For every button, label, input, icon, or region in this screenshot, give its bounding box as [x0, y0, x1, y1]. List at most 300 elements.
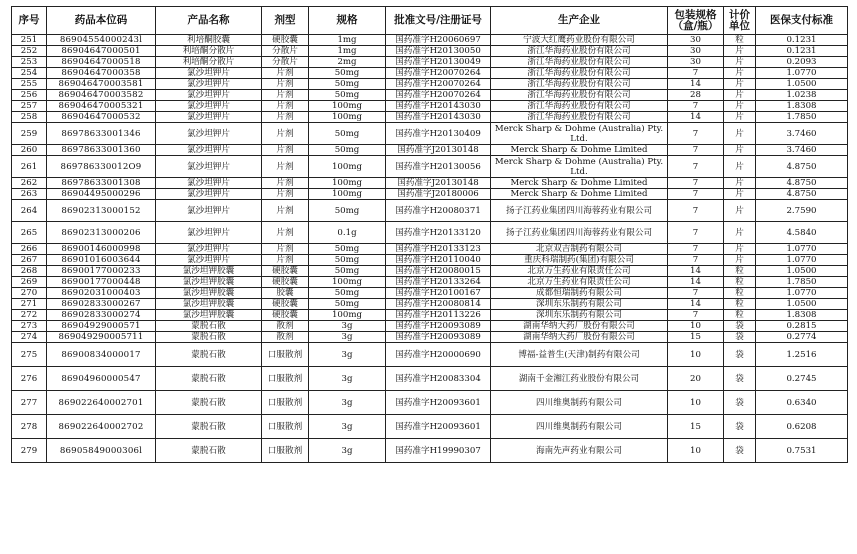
cell-approval-number: 国药准字H20130049 [386, 57, 491, 68]
cell-insurance-standard: 4.8750 [756, 189, 848, 200]
cell-manufacturer: 成都恒瑞制药有限公司 [491, 288, 668, 299]
cell-insurance-standard: 0.7531 [756, 439, 848, 463]
cell-dosage-form: 片剂 [262, 123, 309, 145]
table-row [12, 321, 848, 332]
cell-specification: 3g [309, 343, 386, 367]
cell-package-spec: 14 [668, 266, 724, 277]
cell-insurance-standard: 0.2745 [756, 367, 848, 391]
table-row [12, 57, 848, 68]
cell-product-name: 利培酮分散片 [156, 57, 262, 68]
cell-product-name: 氯沙坦钾片 [156, 90, 262, 101]
cell-index: 279 [12, 439, 47, 463]
cell-manufacturer: 浙江华海药业股份有限公司 [491, 68, 668, 79]
table-row [12, 145, 848, 156]
table-row [12, 101, 848, 112]
header-dosage-form: 剂型 [262, 7, 309, 35]
cell-drug-code: 86904647000501 [47, 46, 156, 57]
cell-pricing-unit: 袋 [724, 343, 756, 367]
cell-package-spec: 7 [668, 178, 724, 189]
cell-specification: 50mg [309, 200, 386, 222]
cell-product-name: 氯沙坦钾片 [156, 189, 262, 200]
cell-pricing-unit: 片 [724, 90, 756, 101]
cell-package-spec: 7 [668, 222, 724, 244]
cell-manufacturer: 浙江华海药业股份有限公司 [491, 79, 668, 90]
cell-drug-code: 86900146000998 [47, 244, 156, 255]
cell-specification: 3g [309, 415, 386, 439]
cell-specification: 3g [309, 332, 386, 343]
cell-pricing-unit: 片 [724, 101, 756, 112]
cell-manufacturer: 浙江华海药业股份有限公司 [491, 46, 668, 57]
cell-index: 265 [12, 222, 47, 244]
cell-specification: 50mg [309, 299, 386, 310]
cell-index: 268 [12, 266, 47, 277]
cell-pricing-unit: 片 [724, 57, 756, 68]
table-row [12, 68, 848, 79]
cell-index: 262 [12, 178, 47, 189]
cell-dosage-form: 片剂 [262, 112, 309, 123]
cell-dosage-form: 片剂 [262, 68, 309, 79]
cell-insurance-standard: 4.8750 [756, 156, 848, 178]
cell-approval-number: 国药准字J20130148 [386, 145, 491, 156]
cell-product-name: 蒙脱石散 [156, 367, 262, 391]
cell-dosage-form: 片剂 [262, 156, 309, 178]
cell-dosage-form: 分散片 [262, 46, 309, 57]
cell-package-spec: 7 [668, 156, 724, 178]
cell-package-spec: 7 [668, 288, 724, 299]
cell-manufacturer: 四川维奥制药有限公司 [491, 391, 668, 415]
cell-product-name: 氯沙坦钾片 [156, 200, 262, 222]
cell-product-name: 氯沙坦钾片 [156, 112, 262, 123]
cell-package-spec: 15 [668, 332, 724, 343]
cell-approval-number: 国药准字H20000690 [386, 343, 491, 367]
cell-dosage-form: 片剂 [262, 222, 309, 244]
cell-manufacturer: 重庆科瑞制药(集团)有限公司 [491, 255, 668, 266]
cell-drug-code: 869046470003582 [47, 90, 156, 101]
cell-approval-number: 国药准字J20180006 [386, 189, 491, 200]
cell-specification: 50mg [309, 145, 386, 156]
cell-dosage-form: 硬胶囊 [262, 35, 309, 46]
cell-package-spec: 7 [668, 123, 724, 145]
cell-insurance-standard: 3.7460 [756, 123, 848, 145]
cell-specification: 3g [309, 367, 386, 391]
cell-package-spec: 7 [668, 200, 724, 222]
cell-dosage-form: 片剂 [262, 79, 309, 90]
cell-specification: 50mg [309, 288, 386, 299]
header-package-spec: 包装规格（盒/瓶） [668, 7, 724, 35]
cell-approval-number: 国药准字H20130050 [386, 46, 491, 57]
cell-insurance-standard: 1.0500 [756, 299, 848, 310]
cell-pricing-unit: 粒 [724, 35, 756, 46]
cell-insurance-standard: 0.6208 [756, 415, 848, 439]
cell-drug-code: 869786330012O9 [47, 156, 156, 178]
cell-approval-number: 国药准字H20110040 [386, 255, 491, 266]
cell-drug-code: 86904647000358 [47, 68, 156, 79]
cell-insurance-standard: 0.1231 [756, 46, 848, 57]
cell-product-name: 蒙脱石散 [156, 332, 262, 343]
cell-approval-number: 国药准字H19990307 [386, 439, 491, 463]
cell-specification: 3g [309, 321, 386, 332]
cell-dosage-form: 分散片 [262, 57, 309, 68]
cell-product-name: 氯沙坦钾片 [156, 145, 262, 156]
cell-pricing-unit: 袋 [724, 332, 756, 343]
cell-product-name: 蒙脱石散 [156, 391, 262, 415]
cell-drug-code: 86901016003644 [47, 255, 156, 266]
cell-package-spec: 14 [668, 299, 724, 310]
cell-package-spec: 10 [668, 343, 724, 367]
header-approval-number: 批准文号/注册证号 [386, 7, 491, 35]
cell-approval-number: 国药准字H20080371 [386, 200, 491, 222]
cell-specification: 3g [309, 439, 386, 463]
cell-drug-code: 86900834000017 [47, 343, 156, 367]
cell-manufacturer: 深圳东乐制药有限公司 [491, 299, 668, 310]
cell-specification: 50mg [309, 266, 386, 277]
cell-drug-code: 86904554000243l [47, 35, 156, 46]
cell-index: 263 [12, 189, 47, 200]
cell-index: 277 [12, 391, 47, 415]
cell-dosage-form: 胶囊 [262, 288, 309, 299]
cell-index: 269 [12, 277, 47, 288]
cell-specification: 50mg [309, 79, 386, 90]
cell-package-spec: 7 [668, 244, 724, 255]
cell-index: 267 [12, 255, 47, 266]
cell-insurance-standard: 0.2815 [756, 321, 848, 332]
cell-insurance-standard: 1.0770 [756, 68, 848, 79]
table-body [12, 35, 848, 463]
cell-approval-number: 国药准字H20080814 [386, 299, 491, 310]
cell-approval-number: 国药准字H20070264 [386, 90, 491, 101]
cell-drug-code: 86904960000547 [47, 367, 156, 391]
cell-index: 272 [12, 310, 47, 321]
cell-approval-number: 国药准字H20133120 [386, 222, 491, 244]
cell-product-name: 氯沙坦钾片 [156, 255, 262, 266]
cell-pricing-unit: 袋 [724, 321, 756, 332]
cell-specification: 100mg [309, 156, 386, 178]
cell-drug-code: 86905849000306l [47, 439, 156, 463]
cell-dosage-form: 片剂 [262, 244, 309, 255]
cell-pricing-unit: 片 [724, 255, 756, 266]
cell-approval-number: 国药准字H20093089 [386, 321, 491, 332]
table-row [12, 310, 848, 321]
cell-insurance-standard: 2.7590 [756, 200, 848, 222]
table-row [12, 439, 848, 463]
table-row [12, 299, 848, 310]
cell-package-spec: 7 [668, 68, 724, 79]
cell-package-spec: 10 [668, 439, 724, 463]
cell-approval-number: 国药准字H20093089 [386, 332, 491, 343]
cell-dosage-form: 片剂 [262, 255, 309, 266]
cell-insurance-standard: 1.7850 [756, 112, 848, 123]
cell-insurance-standard: 1.0770 [756, 244, 848, 255]
cell-package-spec: 10 [668, 321, 724, 332]
table-row [12, 266, 848, 277]
drug-price-table [11, 6, 848, 463]
cell-pricing-unit: 片 [724, 244, 756, 255]
cell-insurance-standard: 4.5840 [756, 222, 848, 244]
table-row [12, 112, 848, 123]
cell-specification: 1mg [309, 35, 386, 46]
cell-manufacturer: 湖南华纳大药厂股份有限公司 [491, 321, 668, 332]
cell-package-spec: 14 [668, 277, 724, 288]
header-manufacturer: 生产企业 [491, 7, 668, 35]
cell-drug-code: 86902833000274 [47, 310, 156, 321]
cell-manufacturer: 扬子江药业集团四川海蓉药业有限公司 [491, 200, 668, 222]
cell-specification: 100mg [309, 112, 386, 123]
cell-insurance-standard: 0.2774 [756, 332, 848, 343]
cell-index: 252 [12, 46, 47, 57]
cell-product-name: 蒙脱石散 [156, 415, 262, 439]
cell-dosage-form: 硬胶囊 [262, 277, 309, 288]
cell-drug-code: 86902031000403 [47, 288, 156, 299]
cell-product-name: 氯沙坦钾胶囊 [156, 299, 262, 310]
header-specification: 规格 [309, 7, 386, 35]
cell-package-spec: 7 [668, 310, 724, 321]
cell-product-name: 氯沙坦钾胶囊 [156, 266, 262, 277]
cell-product-name: 氯沙坦钾片 [156, 244, 262, 255]
cell-pricing-unit: 片 [724, 68, 756, 79]
table-row [12, 332, 848, 343]
cell-approval-number: 国药准字H20130056 [386, 156, 491, 178]
table-row [12, 189, 848, 200]
cell-drug-code: 86904647000532 [47, 112, 156, 123]
cell-index: 259 [12, 123, 47, 145]
cell-insurance-standard: 1.0770 [756, 255, 848, 266]
cell-manufacturer: 湖南华纳大药厂股份有限公司 [491, 332, 668, 343]
cell-dosage-form: 片剂 [262, 178, 309, 189]
cell-dosage-form: 片剂 [262, 189, 309, 200]
cell-insurance-standard: 1.8308 [756, 101, 848, 112]
cell-drug-code: 869049290005711 [47, 332, 156, 343]
cell-product-name: 氯沙坦钾片 [156, 68, 262, 79]
cell-drug-code: 869022640002701 [47, 391, 156, 415]
cell-insurance-standard: 3.7460 [756, 145, 848, 156]
cell-drug-code: 86902313000152 [47, 200, 156, 222]
cell-pricing-unit: 片 [724, 46, 756, 57]
table-row [12, 156, 848, 178]
cell-manufacturer: 浙江华海药业股份有限公司 [491, 57, 668, 68]
cell-manufacturer: 博福-益普生(天津)制药有限公司 [491, 343, 668, 367]
cell-approval-number: 国药准字H20060697 [386, 35, 491, 46]
cell-package-spec: 14 [668, 79, 724, 90]
drug-price-table-container [11, 6, 847, 463]
cell-package-spec: 28 [668, 90, 724, 101]
cell-drug-code: 86904929000571 [47, 321, 156, 332]
cell-approval-number: 国药准字H20143030 [386, 101, 491, 112]
cell-drug-code: 869022640002702 [47, 415, 156, 439]
cell-pricing-unit: 粒 [724, 299, 756, 310]
cell-approval-number: 国药准字J20130148 [386, 178, 491, 189]
cell-package-spec: 15 [668, 415, 724, 439]
cell-product-name: 氯沙坦钾片 [156, 222, 262, 244]
cell-specification: 2mg [309, 57, 386, 68]
cell-insurance-standard: 1.2516 [756, 343, 848, 367]
cell-manufacturer: Merck Sharp & Dohme Limited [491, 178, 668, 189]
cell-pricing-unit: 片 [724, 123, 756, 145]
table-row [12, 90, 848, 101]
cell-drug-code: 86902833000267 [47, 299, 156, 310]
cell-pricing-unit: 袋 [724, 391, 756, 415]
header-product-name: 产品名称 [156, 7, 262, 35]
cell-approval-number: 国药准字H20070264 [386, 68, 491, 79]
cell-pricing-unit: 粒 [724, 266, 756, 277]
cell-drug-code: 869046470005321 [47, 101, 156, 112]
cell-pricing-unit: 片 [724, 156, 756, 178]
cell-specification: 50mg [309, 90, 386, 101]
header-insurance-standard: 医保支付标准 [756, 7, 848, 35]
cell-approval-number: 国药准字H20143030 [386, 112, 491, 123]
cell-index: 260 [12, 145, 47, 156]
cell-pricing-unit: 片 [724, 145, 756, 156]
cell-specification: 100mg [309, 277, 386, 288]
cell-manufacturer: Merck Sharp & Dohme (Australia) Pty. Ltd. [491, 123, 668, 145]
cell-approval-number: 国药准字H20130409 [386, 123, 491, 145]
cell-package-spec: 30 [668, 46, 724, 57]
cell-specification: 50mg [309, 123, 386, 145]
cell-dosage-form: 口服散剂 [262, 415, 309, 439]
cell-manufacturer: Merck Sharp & Dohme Limited [491, 145, 668, 156]
cell-insurance-standard: 0.6340 [756, 391, 848, 415]
cell-index: 261 [12, 156, 47, 178]
table-row [12, 255, 848, 266]
table-row [12, 222, 848, 244]
cell-manufacturer: 北京万生药业有限责任公司 [491, 277, 668, 288]
table-header-row [12, 7, 848, 35]
cell-manufacturer: 扬子江药业集团四川海蓉药业有限公司 [491, 222, 668, 244]
cell-drug-code: 86904495000296 [47, 189, 156, 200]
cell-product-name: 氯沙坦钾片 [156, 123, 262, 145]
cell-approval-number: 国药准字H20093601 [386, 391, 491, 415]
cell-pricing-unit: 片 [724, 178, 756, 189]
cell-product-name: 蒙脱石散 [156, 321, 262, 332]
cell-insurance-standard: 1.8308 [756, 310, 848, 321]
cell-pricing-unit: 袋 [724, 367, 756, 391]
cell-product-name: 氯沙坦钾片 [156, 79, 262, 90]
cell-dosage-form: 片剂 [262, 90, 309, 101]
cell-specification: 100mg [309, 310, 386, 321]
cell-insurance-standard: 1.7850 [756, 277, 848, 288]
cell-pricing-unit: 片 [724, 189, 756, 200]
cell-manufacturer: Merck Sharp & Dohme (Australia) Pty. Ltd. [491, 156, 668, 178]
cell-approval-number: 国药准字H20093601 [386, 415, 491, 439]
table-row [12, 200, 848, 222]
cell-manufacturer: 深圳东乐制药有限公司 [491, 310, 668, 321]
cell-product-name: 氯沙坦钾胶囊 [156, 288, 262, 299]
cell-package-spec: 20 [668, 367, 724, 391]
cell-dosage-form: 口服散剂 [262, 391, 309, 415]
cell-index: 251 [12, 35, 47, 46]
cell-dosage-form: 散剂 [262, 332, 309, 343]
cell-drug-code: 86902313000206 [47, 222, 156, 244]
cell-index: 274 [12, 332, 47, 343]
cell-approval-number: 国药准字H20133123 [386, 244, 491, 255]
cell-manufacturer: 四川维奥制药有限公司 [491, 415, 668, 439]
cell-approval-number: 国药准字H20080015 [386, 266, 491, 277]
cell-manufacturer: Merck Sharp & Dohme Limited [491, 189, 668, 200]
cell-product-name: 蒙脱石散 [156, 439, 262, 463]
table-row [12, 123, 848, 145]
cell-approval-number: 国药准字H20100167 [386, 288, 491, 299]
cell-index: 275 [12, 343, 47, 367]
cell-insurance-standard: 1.0500 [756, 266, 848, 277]
cell-drug-code: 86900177000233 [47, 266, 156, 277]
cell-specification: 1mg [309, 46, 386, 57]
cell-index: 273 [12, 321, 47, 332]
cell-insurance-standard: 1.0500 [756, 79, 848, 90]
cell-dosage-form: 片剂 [262, 200, 309, 222]
cell-approval-number: 国药准字H20083304 [386, 367, 491, 391]
table-row [12, 367, 848, 391]
table-row [12, 391, 848, 415]
cell-specification: 0.1g [309, 222, 386, 244]
cell-pricing-unit: 粒 [724, 288, 756, 299]
cell-insurance-standard: 0.1231 [756, 35, 848, 46]
cell-index: 253 [12, 57, 47, 68]
cell-product-name: 氯沙坦钾胶囊 [156, 310, 262, 321]
cell-dosage-form: 硬胶囊 [262, 299, 309, 310]
cell-package-spec: 7 [668, 145, 724, 156]
cell-product-name: 利培酮分散片 [156, 46, 262, 57]
cell-manufacturer: 浙江华海药业股份有限公司 [491, 90, 668, 101]
cell-approval-number: 国药准字H20070264 [386, 79, 491, 90]
cell-index: 266 [12, 244, 47, 255]
cell-index: 278 [12, 415, 47, 439]
cell-pricing-unit: 片 [724, 79, 756, 90]
cell-manufacturer: 宁波大红鹰药业股份有限公司 [491, 35, 668, 46]
cell-dosage-form: 口服散剂 [262, 439, 309, 463]
cell-dosage-form: 口服散剂 [262, 367, 309, 391]
header-pricing-unit: 计价单位 [724, 7, 756, 35]
cell-package-spec: 7 [668, 189, 724, 200]
cell-insurance-standard: 1.0770 [756, 288, 848, 299]
cell-insurance-standard: 0.2093 [756, 57, 848, 68]
cell-manufacturer: 海南先声药业有限公司 [491, 439, 668, 463]
cell-dosage-form: 硬胶囊 [262, 266, 309, 277]
cell-drug-code: 86978633001346 [47, 123, 156, 145]
table-row [12, 244, 848, 255]
cell-specification: 100mg [309, 189, 386, 200]
table-row [12, 288, 848, 299]
cell-index: 264 [12, 200, 47, 222]
cell-product-name: 利培酮胶囊 [156, 35, 262, 46]
cell-package-spec: 14 [668, 112, 724, 123]
table-row [12, 79, 848, 90]
cell-pricing-unit: 袋 [724, 415, 756, 439]
cell-product-name: 氯沙坦钾片 [156, 101, 262, 112]
cell-insurance-standard: 4.8750 [756, 178, 848, 189]
cell-index: 276 [12, 367, 47, 391]
header-drug-code: 药品本位码 [47, 7, 156, 35]
table-row [12, 415, 848, 439]
cell-dosage-form: 散剂 [262, 321, 309, 332]
cell-package-spec: 30 [668, 35, 724, 46]
cell-specification: 50mg [309, 68, 386, 79]
cell-product-name: 氯沙坦钾胶囊 [156, 277, 262, 288]
cell-index: 271 [12, 299, 47, 310]
cell-product-name: 蒙脱石散 [156, 343, 262, 367]
cell-pricing-unit: 粒 [724, 310, 756, 321]
cell-index: 254 [12, 68, 47, 79]
table-row [12, 178, 848, 189]
cell-index: 257 [12, 101, 47, 112]
cell-package-spec: 10 [668, 391, 724, 415]
table-row [12, 277, 848, 288]
cell-approval-number: 国药准字H20113226 [386, 310, 491, 321]
table-row [12, 35, 848, 46]
cell-pricing-unit: 粒 [724, 277, 756, 288]
cell-dosage-form: 片剂 [262, 101, 309, 112]
cell-pricing-unit: 袋 [724, 439, 756, 463]
table-row [12, 343, 848, 367]
cell-pricing-unit: 片 [724, 200, 756, 222]
